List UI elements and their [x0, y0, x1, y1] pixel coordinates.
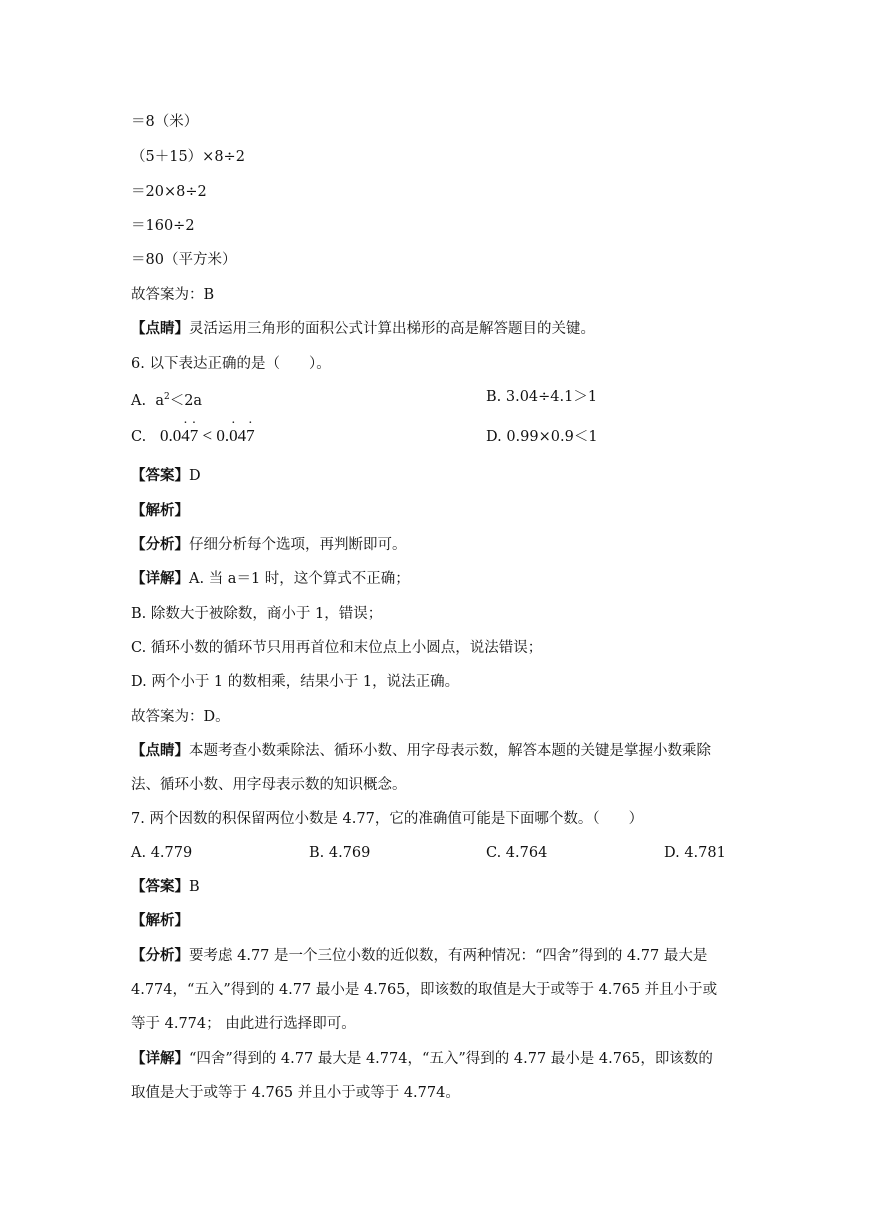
q7-stem: 7. 两个因数的积保留两位小数是 4.77，它的准确值可能是下面哪个数。（ ）: [131, 811, 644, 827]
q6-conclusion: 故答案为：D。: [131, 709, 230, 725]
fenxi-tag: 【分析】: [131, 947, 189, 964]
answer-tag: 【答案】: [131, 467, 189, 484]
calc-line-5: ＝80（平方米）: [131, 252, 237, 268]
option-a-base: a: [155, 392, 164, 409]
q6-comment-1: [131, 741, 711, 761]
q6-analysis-heading: 【解析】: [131, 502, 189, 519]
q7-detail-1: [131, 1049, 713, 1069]
calc-line-1: ＝8（米）: [131, 114, 199, 130]
q7-fenxi-2: 4.774，“五入”得到的 4.77 最小是 4.765，即该数的取值是大于或等于 4.765 并且小于或: [131, 982, 718, 998]
q6-option-a: [131, 387, 202, 411]
q6-detail-2: B. 除数大于被除数，商小于 1，错误；: [131, 606, 383, 622]
q7-answer: [131, 877, 200, 897]
answer-value: D: [189, 468, 201, 484]
comment-text: 灵活运用三角形的面积公式计算出梯形的高是解答题目的关键。: [189, 321, 595, 337]
q6-option-c: [131, 426, 255, 447]
q7-fenxi-3: 等于 4.774； 由此进行选择即可。: [131, 1016, 356, 1032]
left-repeat-digit-2: · 7: [190, 426, 199, 446]
answer-value: B: [189, 879, 200, 895]
option-c-label: C.: [131, 429, 147, 445]
calc-line-3: ＝20×8÷2: [131, 184, 207, 200]
q6-comment-2: 法、循环小数、用字母表示数的知识概念。: [131, 777, 407, 793]
q6-answer: [131, 466, 201, 486]
comment-tag: 【点睛】: [131, 742, 189, 759]
q7-analysis-heading: 【解析】: [131, 912, 189, 929]
detail-text: A. 当 a＝1 时，这个算式不正确；: [189, 571, 410, 587]
q6-option-d: D. 0.99×0.9＜1: [486, 429, 598, 445]
q6-fenxi: [131, 535, 407, 555]
detail-text: “四舍”得到的 4.77 最大是 4.774，“五入”得到的 4.77 最小是 4.765，即该数的: [189, 1051, 713, 1067]
q7-option-c: C. 4.764: [486, 845, 548, 861]
right-mid-digit: 4: [237, 426, 247, 445]
calc-line-2: （5＋15）×8÷2: [131, 149, 245, 165]
fenxi-text: 要考虑 4.77 是一个三位小数的近似数，有两种情况：“四舍”得到的 4.77 最大是: [189, 948, 708, 964]
right-prefix: 0.: [216, 426, 230, 445]
comment-tag: 【点睛】: [131, 320, 189, 337]
less-than-sign: <: [198, 426, 217, 445]
q6-option-b: B. 3.04÷4.1＞1: [486, 389, 598, 405]
detail-tag: 【详解】: [131, 570, 189, 587]
calc-line-4: ＝160÷2: [131, 218, 195, 234]
q7-detail-2: 取值是大于或等于 4.765 并且小于或等于 4.774。: [131, 1085, 460, 1101]
q7-option-a: A. 4.779: [131, 845, 193, 861]
detail-tag: 【详解】: [131, 1050, 189, 1067]
right-repeat-digit-2: · 7: [246, 426, 255, 446]
option-a-exponent: 2: [163, 392, 170, 402]
option-a-rest: ＜2a: [169, 392, 203, 409]
q6-detail-1: [131, 569, 410, 589]
option-c-expression: [160, 426, 255, 445]
q7-option-b: B. 4.769: [309, 845, 371, 861]
q6-detail-4: D. 两个小于 1 的数相乘，结果小于 1，说法正确。: [131, 674, 460, 690]
answer-tag: 【答案】: [131, 878, 189, 895]
q7-option-d: D. 4.781: [664, 845, 726, 861]
comment-line: [131, 319, 595, 339]
answer-conclusion: 故答案为：B: [131, 287, 215, 303]
right-repeat-digit-1: · 0: [229, 426, 238, 446]
left-prefix: 0.0: [160, 426, 182, 445]
left-repeat-digit-1: · 4: [181, 426, 190, 446]
fenxi-text: 仔细分析每个选项，再判断即可。: [189, 537, 407, 553]
comment-text: 本题考查小数乘除法、循环小数、用字母表示数，解答本题的关键是掌握小数乘除: [189, 743, 711, 759]
q6-detail-3: C. 循环小数的循环节只用再首位和末位点上小圆点，说法错误；: [131, 640, 543, 656]
q7-fenxi-1: [131, 946, 707, 966]
fenxi-tag: 【分析】: [131, 536, 189, 553]
option-a-label: A.: [131, 392, 147, 409]
q6-stem: 6. 以下表达正确的是（ ）。: [131, 356, 331, 372]
